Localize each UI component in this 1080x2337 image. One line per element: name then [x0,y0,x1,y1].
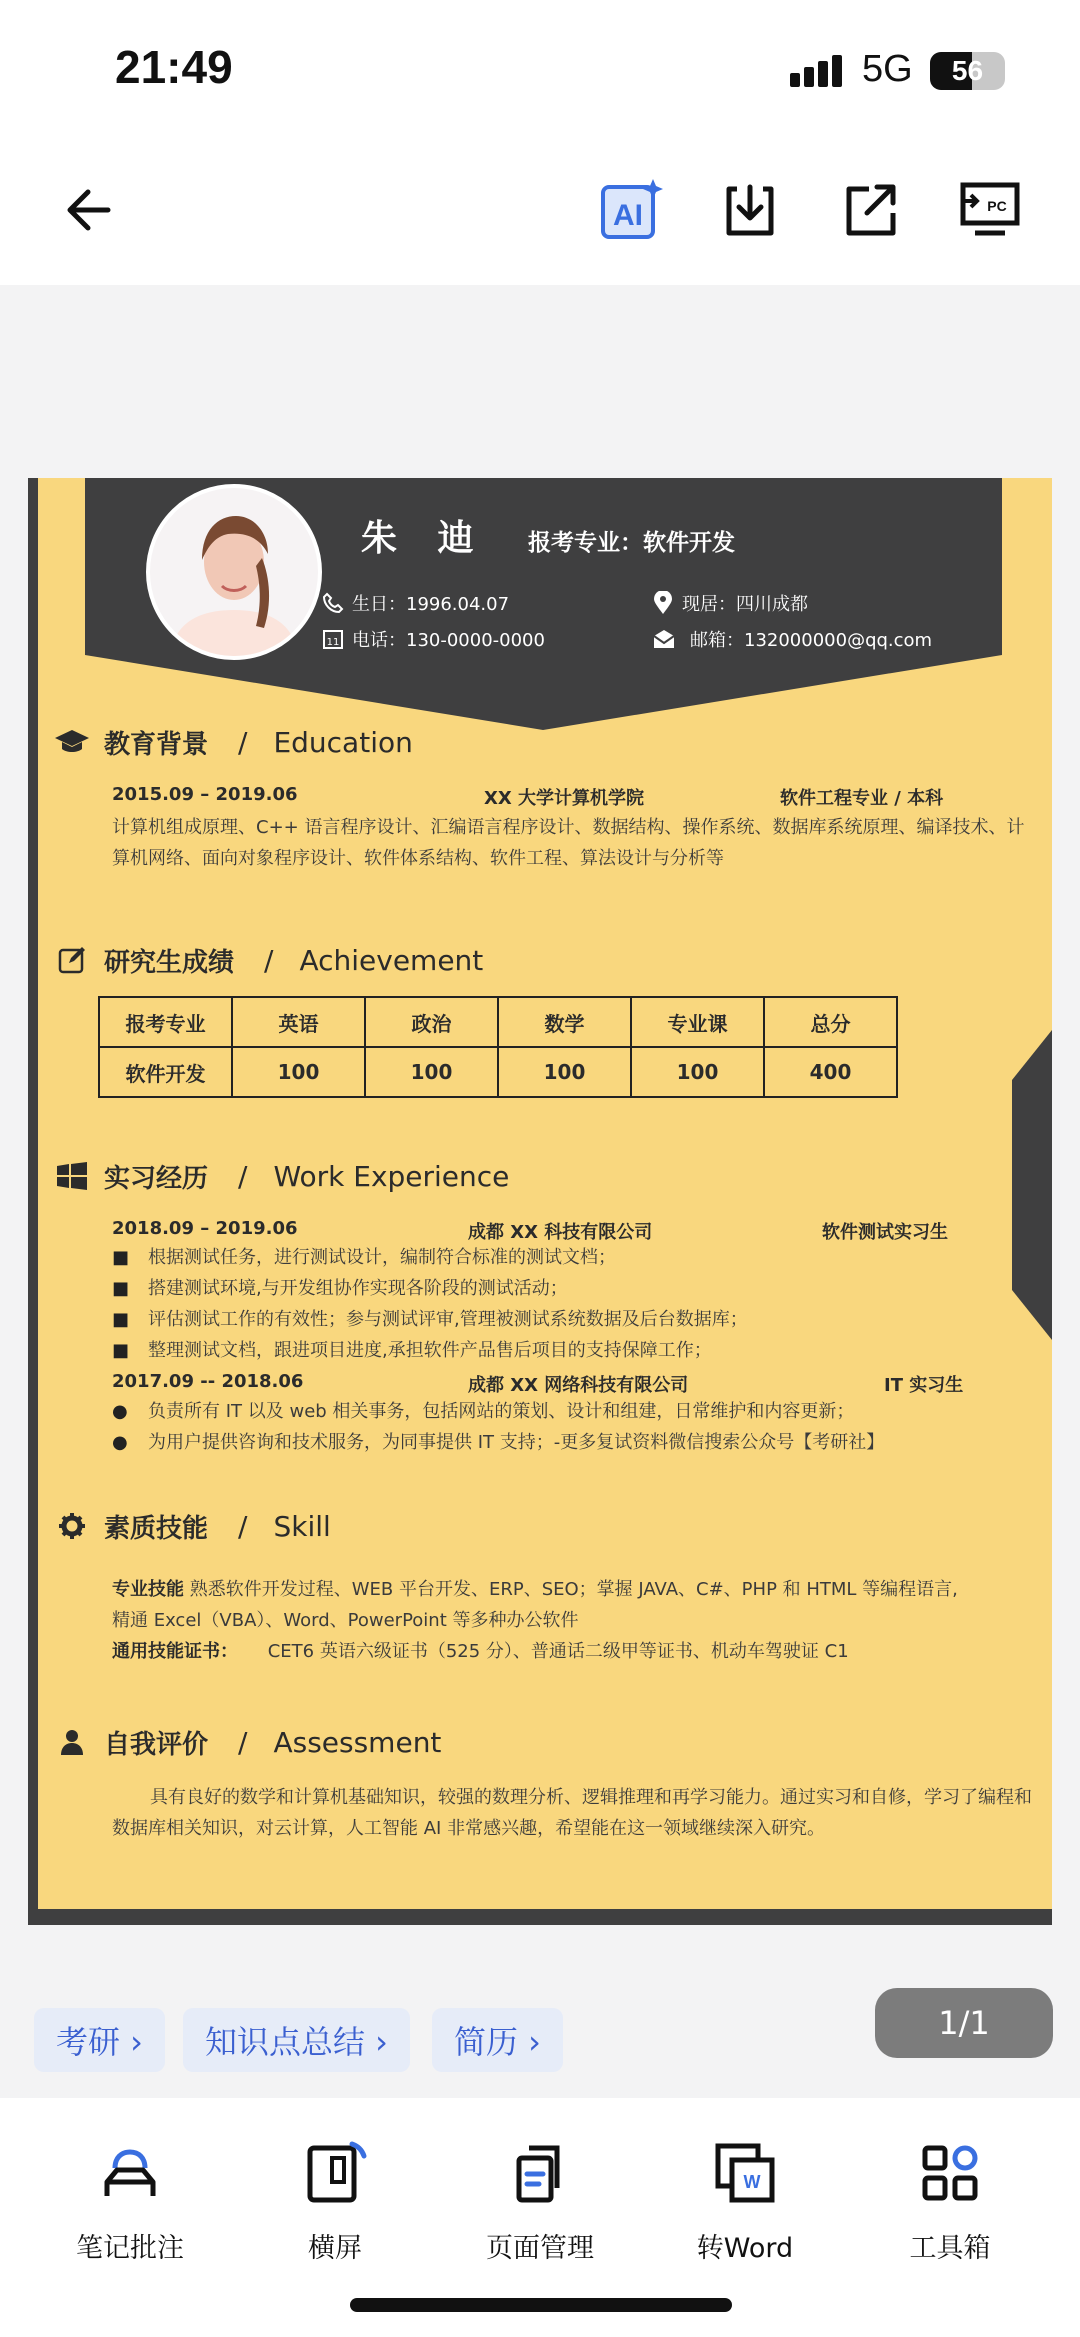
table-header-cell: 报考专业 [99,997,232,1047]
gear-icon [52,1508,92,1544]
achievement-title-zh: 研究生成绩 [104,947,235,978]
birth-info [322,590,509,616]
section-education: 教育背景 / Education [52,722,413,762]
residence-text: 现居：四川成都 [682,594,808,615]
nav-word-label: 转Word [696,2233,794,2264]
email-text: 邮箱：132000000@qq.com [690,630,933,651]
education-degree: 软件工程专业 / 本科 [780,788,944,809]
tag-kaoyan[interactable]: 考研 › [34,2008,165,2072]
list-item: ● 为用户提供咨询和技术服务，为同事提供 IT 支持；-更多复试资料微信搜索公众号【考研社】 [112,1432,885,1453]
nav-pages-label: 页面管理 [486,2233,594,2264]
note-icon [95,2138,165,2208]
skill-title-zh: 素质技能 [104,1513,209,1544]
list-item-text: 根据测试任务，进行测试设计，编制符合标准的测试文档； [148,1247,616,1268]
section-assessment: 自我评价 / Assessment [52,1722,441,1762]
status-bar [0,0,1080,150]
job1-period: 2018.09 – 2019.06 [112,1218,298,1239]
person-icon [52,1724,92,1760]
list-item: ● 负责所有 IT 以及 web 相关事务，包括网站的策划、设计和组建，日常维护和内容更新； [112,1401,855,1422]
phone-info [322,626,545,652]
calendar-icon [322,628,344,650]
list-item-text: 评估测试工作的有效性；参与测试评审,管理被测试系统数据及后台数据库； [148,1309,748,1330]
network-type: 5G [862,48,913,90]
skill-pro-text: 熟悉软件开发过程、WEB 平台开发、ERP、SEO；掌握 JAVA、C#、PHP 和 HTML 等编程语言, [189,1579,958,1600]
pc-icon[interactable] [950,170,1030,250]
skill-cert-label: 通用技能证书： [112,1641,238,1662]
education-row [112,784,992,810]
table-cell: 100 [365,1047,498,1097]
pages-icon [505,2138,575,2208]
section-achievement: 研究生成绩 / Achievement [52,940,483,980]
nav-word[interactable] [645,2138,845,2265]
tag-resume[interactable]: 简历 › [432,2008,563,2072]
table-cell: 软件开发 [99,1047,232,1097]
list-item-text: 为用户提供咨询和技术服务，为同事提供 IT 支持；-更多复试资料微信搜索公众号【考研社】 [148,1432,885,1453]
table-cell: 400 [764,1047,897,1097]
windows-icon [52,1158,92,1194]
phone-text: 电话：130-0000-0000 [352,630,545,651]
download-icon[interactable] [710,170,790,250]
signal-icon [790,55,846,87]
assessment-title-en: Assessment [273,1725,442,1759]
education-title-en: Education [273,725,413,759]
back-arrow-icon[interactable] [50,170,130,250]
job1-role: 软件测试实习生 [822,1222,948,1243]
education-title-zh: 教育背景 [104,729,209,760]
table-header-cell: 总分 [764,997,897,1047]
list-item-text: 搭建测试环境,与开发组协作实现各阶段的测试活动； [148,1278,568,1299]
section-skill: 素质技能 / Skill [52,1506,331,1546]
graduation-cap-icon [52,724,92,760]
svg-text:AI: AI [613,199,643,232]
svg-text:11: 11 [326,637,340,648]
toolbox-icon [915,2138,985,2208]
table-header-cell: 政治 [365,997,498,1047]
work-title-zh: 实习经历 [104,1163,209,1194]
table-row [99,1047,897,1097]
skill-title-en: Skill [273,1509,331,1543]
avatar [146,484,322,660]
nav-rotate[interactable] [235,2138,435,2265]
mail-icon [652,628,676,650]
resume-name: 朱 迪 [361,518,488,559]
nav-note[interactable] [30,2138,230,2265]
email-info [652,626,932,652]
list-item: ■ 评估测试工作的有效性；参与测试评审,管理被测试系统数据及后台数据库； [112,1309,748,1330]
nav-toolbox-label: 工具箱 [909,2233,991,2264]
top-toolbar [0,150,1080,285]
skill-cert [112,1636,1032,1667]
assessment-title-zh: 自我评价 [104,1729,209,1760]
battery-level: 56 [951,55,984,86]
work-title-en: Work Experience [273,1159,510,1193]
tag-knowledge-summary[interactable]: 知识点总结 › [183,2008,410,2072]
list-item-text: 负责所有 IT 以及 web 相关事务，包括网站的策划、设计和组建，日常维护和内容更新； [148,1401,855,1422]
nav-pages[interactable] [440,2138,640,2265]
side-decoration [1012,1030,1052,1340]
list-item: ■ 整理测试文档，跟进项目进度,承担软件产品售后项目的支持保障工作； [112,1340,712,1361]
ai-icon[interactable] [590,170,670,250]
table-header-row [99,997,897,1047]
table-cell: 100 [232,1047,365,1097]
job2-company: 成都 XX 网络科技有限公司 [468,1375,689,1396]
rotate-icon [300,2138,370,2208]
education-period: 2015.09 – 2019.06 [112,784,298,805]
nav-rotate-label: 横屏 [308,2233,362,2264]
nav-note-label: 笔记批注 [76,2233,184,2264]
nav-toolbox[interactable] [850,2138,1050,2265]
word-icon [710,2138,780,2208]
list-item: ■ 搭建测试环境,与开发组协作实现各阶段的测试活动； [112,1278,568,1299]
phone-icon [322,592,344,614]
status-time: 21:49 [115,41,233,93]
table-header-cell: 英语 [232,997,365,1047]
job2-period: 2017.09 -- 2018.06 [112,1371,304,1392]
table-header-cell: 数学 [498,997,631,1047]
svg-text:PC: PC [987,198,1007,214]
job1-row [112,1218,992,1244]
job1-company: 成都 XX 科技有限公司 [468,1222,653,1243]
section-work: 实习经历 / Work Experience [52,1156,509,1196]
list-item: ■ 根据测试任务，进行测试设计，编制符合标准的测试文档； [112,1247,616,1268]
residence-info [652,590,808,616]
table-cell: 100 [631,1047,764,1097]
location-icon [652,591,674,615]
edit-icon [52,942,92,978]
svg-text:W: W [743,2172,761,2192]
share-icon[interactable] [830,170,910,250]
table-header-cell: 专业课 [631,997,764,1047]
skill-pro [112,1574,1032,1605]
page-indicator: 1/1 [875,1988,1053,2058]
table-cell: 100 [498,1047,631,1097]
achievement-title-en: Achievement [299,943,484,977]
job2-role: IT 实习生 [884,1375,964,1396]
birth-text: 生日：1996.04.07 [352,594,510,615]
list-item-text: 整理测试文档，跟进项目进度,承担软件产品售后项目的支持保障工作； [148,1340,712,1361]
skill-cert-text: CET6 英语六级证书（525 分）、普通话二级甲等证书、机动车驾驶证 C1 [267,1641,849,1662]
score-table [98,996,898,1098]
battery-icon [930,52,1005,90]
resume-document[interactable] [28,478,1052,1925]
job2-row [112,1371,992,1397]
home-indicator[interactable] [350,2298,732,2312]
resume-major: 报考专业：软件开发 [528,530,735,556]
education-school: XX 大学计算机学院 [484,788,645,809]
assessment-text: 具有良好的数学和计算机基础知识，较强的数理分析、逻辑推理和再学习能力。通过实习和自修，学习了编程和数据库相关知识，对云计算，人工智能 AI 非常感兴趣，希望能在这一领域继续深入研究。 [112,1787,1032,1839]
education-courses: 计算机组成原理、C++ 语言程序设计、汇编语言程序设计、数据结构、操作系统、数据库系统原理、编译技术、计算机网络、面向对象程序设计、软件体系结构、软件工程、算法设计与分析等 [112,817,1025,869]
skill-pro-text2: 精通 Excel（VBA）、Word、PowerPoint 等多种办公软件 [112,1610,579,1631]
skill-pro-label: 专业技能 [112,1579,184,1600]
